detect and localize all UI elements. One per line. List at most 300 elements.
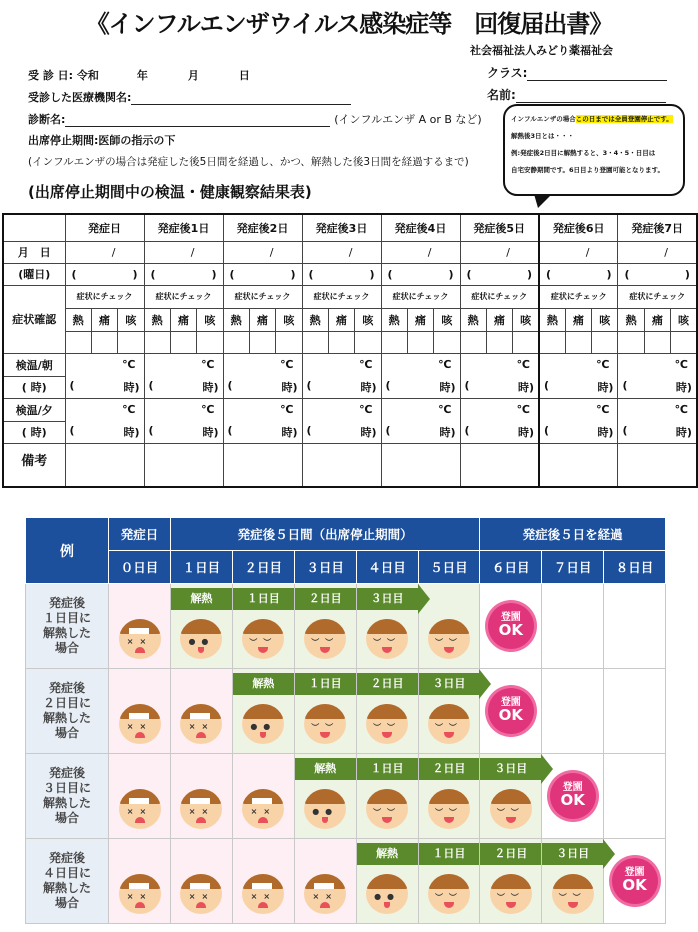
happy-face-icon <box>366 619 408 659</box>
day-cell <box>294 584 356 669</box>
mouth <box>322 817 328 823</box>
day-header: 発症後5日 <box>460 214 539 241</box>
headband <box>252 883 272 889</box>
weekday-input[interactable] <box>618 263 697 285</box>
symptom-checkbox[interactable] <box>276 331 302 353</box>
morning-hour-input[interactable] <box>65 376 144 398</box>
day-number-header: ４日目 <box>356 551 418 584</box>
hair <box>428 789 470 804</box>
row-label-line: 発症後 <box>48 596 85 610</box>
weekday-input[interactable] <box>65 263 144 285</box>
hair <box>490 789 532 804</box>
morning-hour-input[interactable] <box>539 376 618 398</box>
evening-temp-input[interactable]: ℃ <box>65 398 144 421</box>
eyes: ×× <box>188 807 215 816</box>
symptom-checkbox[interactable] <box>302 331 328 353</box>
symptom-header: 咳 <box>434 308 460 331</box>
bubble-highlight-text: この日までは全員登園停止です。 <box>575 115 673 123</box>
recovery-arrow-segment: １日目 <box>419 843 480 865</box>
remarks-input[interactable] <box>223 443 302 487</box>
paren-open: ( <box>148 378 154 392</box>
day-cell <box>604 754 666 839</box>
mouth <box>444 647 454 653</box>
symptom-checkbox[interactable] <box>434 331 460 353</box>
table-row <box>3 421 697 443</box>
recovery-arrow-segment: 解熱 <box>171 588 232 610</box>
date-label: 月 日 <box>3 241 65 263</box>
symptom-checkbox[interactable] <box>539 331 565 353</box>
weekday-input[interactable] <box>460 263 539 285</box>
attendance-ok-badge <box>612 858 658 904</box>
mouth <box>196 732 206 738</box>
check-instruction: 症状にチェック <box>539 285 618 308</box>
symptom-checkbox[interactable] <box>144 331 170 353</box>
symptom-checkbox[interactable] <box>170 331 196 353</box>
visit-date-row <box>28 67 250 83</box>
symptom-checkbox[interactable] <box>249 331 275 353</box>
day-header: 発症後1日 <box>144 214 223 241</box>
date-input[interactable]: / <box>460 241 539 263</box>
evening-hour-input[interactable] <box>302 421 381 443</box>
day-header: 発症後7日 <box>618 214 697 241</box>
sick-face-icon <box>180 704 222 744</box>
recovery-arrow-segment: ２日目 <box>295 588 356 610</box>
hour-close: 時) <box>517 425 534 439</box>
happy-face-icon <box>366 789 408 829</box>
weekday-input[interactable] <box>302 263 381 285</box>
hair <box>552 874 594 889</box>
morning-temp-input[interactable]: ℃ <box>539 353 618 376</box>
mouth <box>258 647 268 653</box>
remarks-input[interactable] <box>144 443 223 487</box>
date-input[interactable]: / <box>381 241 460 263</box>
morning-temp-input[interactable]: ℃ <box>460 353 539 376</box>
paren-open: ( <box>71 267 77 281</box>
morning-temp-input[interactable]: ℃ <box>381 353 460 376</box>
eyes: ×× <box>312 892 338 901</box>
row-label-line: １日目に <box>42 611 91 625</box>
name-label: 名前: <box>487 88 516 102</box>
paren-open: ( <box>543 378 550 392</box>
hour-close: 時) <box>517 380 534 394</box>
mouth <box>135 732 145 738</box>
paren-close: ) <box>448 267 454 281</box>
morning-hour-input[interactable] <box>460 376 539 398</box>
paren-open: ( <box>227 423 233 437</box>
recovery-arrow-segment: 解熱 <box>233 673 294 695</box>
class-input-line[interactable] <box>527 67 667 81</box>
hour-close: 時) <box>675 425 692 439</box>
weekday-input[interactable] <box>539 263 618 285</box>
example-schedule-table <box>25 517 666 924</box>
symptom-checkbox[interactable] <box>565 331 591 353</box>
symptom-header: 痛 <box>91 308 117 331</box>
headband <box>252 798 272 804</box>
clinic-input-line[interactable] <box>131 92 351 105</box>
headband <box>129 628 149 634</box>
recovery-arrow-segment: 解熱 <box>295 758 356 780</box>
diagnosis-field[interactable] <box>28 111 482 127</box>
day-number-header: ７日目 <box>542 551 604 584</box>
sick-face-icon <box>119 874 161 914</box>
attendance-ok-badge <box>550 773 596 819</box>
attendance-ok-badge <box>488 603 534 649</box>
recovery-arrow-segment: ２日目 <box>480 843 541 865</box>
paren-open: ( <box>308 267 314 281</box>
symptom-checkbox[interactable] <box>118 331 144 353</box>
recovery-arrow-segment: ２日目 <box>419 758 480 780</box>
paren-open: ( <box>69 378 75 392</box>
ok-badge-top: 登園 <box>500 612 521 623</box>
recovery-arrow-segment: 解熱 <box>357 843 418 865</box>
symptom-checkbox[interactable] <box>197 331 223 353</box>
mouth <box>320 647 330 653</box>
date-input[interactable]: / <box>302 241 381 263</box>
symptom-checkbox[interactable] <box>618 331 644 353</box>
day-cell <box>232 669 294 754</box>
sick-face-icon <box>242 789 284 829</box>
symptom-checkbox[interactable] <box>381 331 407 353</box>
day-header: 発症後3日 <box>302 214 381 241</box>
eyes: ︶︶ <box>434 893 463 902</box>
symptom-checkbox[interactable] <box>513 331 539 353</box>
symptom-header: 咳 <box>671 308 697 331</box>
symptom-checkbox[interactable] <box>65 331 91 353</box>
clinic-field[interactable] <box>28 89 351 105</box>
symptom-header: 痛 <box>249 308 275 331</box>
date-input[interactable]: / <box>618 241 697 263</box>
morning-temp-input[interactable]: ℃ <box>618 353 697 376</box>
example-corner-header: 例 <box>26 518 109 584</box>
symptom-checkbox[interactable] <box>407 331 433 353</box>
hour-close: 時) <box>202 380 219 394</box>
sick-face-icon <box>304 874 346 914</box>
remarks-label: 備考 <box>3 443 65 487</box>
day-cell <box>232 584 294 669</box>
eyes: ︶︶ <box>434 723 463 732</box>
neutral-face-icon <box>180 619 222 659</box>
hour-close: 時) <box>439 380 456 394</box>
ok-badge-bottom: OK <box>560 791 585 809</box>
day-cell <box>356 584 418 669</box>
morning-temp-input[interactable]: ℃ <box>302 353 381 376</box>
morning-hour-input[interactable] <box>302 376 381 398</box>
eyes: ︶︶ <box>311 723 340 732</box>
evening-hour-input[interactable] <box>460 421 539 443</box>
morning-temp-input[interactable]: ℃ <box>223 353 302 376</box>
symptom-header: 熱 <box>223 308 249 331</box>
day-cell <box>232 839 294 924</box>
recovery-arrow-segment: ２日目 <box>357 673 418 695</box>
row-label-line: 解熱した <box>42 626 91 640</box>
mouth <box>384 902 390 908</box>
day-cell <box>356 669 418 754</box>
bubble-text: インフルエンザの場合 <box>511 115 576 123</box>
hair <box>366 789 408 804</box>
eyes: ︶︶ <box>373 638 402 647</box>
hair <box>490 874 532 889</box>
symptom-header: 咳 <box>592 308 618 331</box>
headband <box>190 798 210 804</box>
visit-date-label: 受 診 日: <box>28 69 74 82</box>
row-label-line: 場合 <box>54 726 79 740</box>
document-title: 《インフルエンザウイルス感染症等 回復届出書》 <box>85 10 613 38</box>
paren-open: ( <box>464 378 470 392</box>
remarks-input[interactable] <box>381 443 460 487</box>
evening-temp-input[interactable]: ℃ <box>618 398 697 421</box>
day-cell <box>542 839 604 924</box>
eyes: ×× <box>250 807 277 816</box>
symptom-checkbox[interactable] <box>460 331 486 353</box>
day-cell <box>171 839 233 924</box>
name-input-line[interactable] <box>516 89 666 103</box>
day-number-header: ５日目 <box>418 551 480 584</box>
symptom-checkbox[interactable] <box>328 331 354 353</box>
symptom-header: 熱 <box>618 308 644 331</box>
day-cell <box>480 584 542 669</box>
eyes: ×× <box>188 892 215 901</box>
paren-open: ( <box>148 423 154 437</box>
evening-hour-input[interactable] <box>144 421 223 443</box>
day-cell <box>294 839 356 924</box>
day-number-header: １日目 <box>171 551 233 584</box>
example-row <box>26 669 666 754</box>
day-cell <box>356 839 418 924</box>
morning-hour-input[interactable] <box>381 376 460 398</box>
evening-hour-input[interactable] <box>539 421 618 443</box>
symptom-checkbox[interactable] <box>486 331 512 353</box>
evening-hour-input[interactable] <box>618 421 697 443</box>
hair <box>366 874 408 889</box>
day-cell <box>109 754 171 839</box>
diagnosis-label: 診断名: <box>28 113 66 126</box>
evening-temp-input[interactable]: ℃ <box>223 398 302 421</box>
table-row <box>3 398 697 421</box>
date-input[interactable]: / <box>65 241 144 263</box>
weekday-input[interactable] <box>144 263 223 285</box>
day-cell <box>604 584 666 669</box>
evening-temp-input[interactable]: ℃ <box>460 398 539 421</box>
row-label-line: 解熱した <box>42 881 91 895</box>
row-label-line: ３日目に <box>42 781 91 795</box>
sick-face-icon <box>119 619 161 659</box>
paren-open: ( <box>385 378 391 392</box>
class-field[interactable] <box>487 64 667 81</box>
row-label-line: 解熱した <box>42 796 91 810</box>
mouth <box>506 817 516 823</box>
date-input[interactable]: / <box>144 241 223 263</box>
morning-hour-input[interactable] <box>618 376 697 398</box>
weekday-input[interactable] <box>381 263 460 285</box>
symptom-checkbox[interactable] <box>671 331 697 353</box>
eyes: ●● <box>250 722 277 731</box>
table-row <box>3 241 697 263</box>
day-header: 発症後2日 <box>223 214 302 241</box>
evening-hour-input[interactable] <box>223 421 302 443</box>
happy-face-icon <box>428 789 470 829</box>
headband <box>190 713 210 719</box>
symptom-header: 熱 <box>381 308 407 331</box>
mouth <box>198 647 204 653</box>
symptom-checkbox[interactable] <box>644 331 670 353</box>
ok-badge-top: 登園 <box>624 867 645 878</box>
evening-hour-input[interactable] <box>381 421 460 443</box>
recovery-arrow-segment: ３日目 <box>542 843 603 865</box>
day-cell <box>171 584 233 669</box>
era-label: 令和 <box>76 69 99 82</box>
evening-hour-label: ( 時) <box>3 421 65 443</box>
recovery-arrow-segment: １日目 <box>233 588 294 610</box>
speech-bubble-tail <box>534 194 552 208</box>
section-title: (出席停止期間中の検温・健康観察結果表) <box>28 183 312 201</box>
row-label-line: 場合 <box>54 811 79 825</box>
symptom-checkbox[interactable] <box>223 331 249 353</box>
table-row <box>3 214 697 241</box>
day-header: 発症後4日 <box>381 214 460 241</box>
example-row-label <box>26 839 109 924</box>
neutral-face-icon <box>242 704 284 744</box>
headband <box>314 883 334 889</box>
remarks-input[interactable] <box>460 443 539 487</box>
hour-close: 時) <box>360 380 377 394</box>
date-input[interactable]: / <box>223 241 302 263</box>
paren-open: ( <box>622 378 628 392</box>
hair <box>304 704 346 719</box>
remarks-input[interactable] <box>65 443 144 487</box>
date-input[interactable]: / <box>539 241 618 263</box>
check-instruction: 症状にチェック <box>144 285 223 308</box>
mouth <box>196 902 206 908</box>
check-instruction: 症状にチェック <box>381 285 460 308</box>
row-label-line: 場合 <box>54 896 79 910</box>
ok-badge-bottom: OK <box>498 706 523 724</box>
recovery-arrow-segment: １日目 <box>357 758 418 780</box>
paren-close: ) <box>290 267 296 281</box>
eyes: ×× <box>250 892 277 901</box>
symptom-header: 痛 <box>407 308 433 331</box>
row-label-line: ２日目に <box>42 696 91 710</box>
day-cell <box>542 669 604 754</box>
evening-temp-input[interactable]: ℃ <box>381 398 460 421</box>
paren-open: ( <box>227 378 233 392</box>
day-number-header: ３日目 <box>294 551 356 584</box>
exclusion-period-header: 発症後５日間（出席停止期間） <box>171 518 480 551</box>
day-header-row <box>26 551 666 584</box>
happy-face-icon <box>242 619 284 659</box>
table-row <box>3 443 697 487</box>
evening-temp-input[interactable]: ℃ <box>302 398 381 421</box>
example-row-label <box>26 754 109 839</box>
hair <box>428 704 470 719</box>
mouth <box>135 817 145 823</box>
bubble-text: 解熱後3日とは・・・ <box>511 132 575 140</box>
symptom-label: 症状確認 <box>3 285 65 353</box>
day-label: 日 <box>238 69 250 82</box>
hair <box>366 619 408 634</box>
table-row <box>3 376 697 398</box>
morning-temp-input[interactable]: ℃ <box>65 353 144 376</box>
symptom-checkbox[interactable] <box>355 331 381 353</box>
eyes: ︶︶ <box>558 893 587 902</box>
morning-hour-label: ( 時) <box>3 376 65 398</box>
eyes: ︶︶ <box>249 638 278 647</box>
day-cell <box>294 669 356 754</box>
day-number-header: ８日目 <box>604 551 666 584</box>
morning-temp-input[interactable]: ℃ <box>144 353 223 376</box>
symptom-header: 痛 <box>170 308 196 331</box>
table-row <box>3 285 697 308</box>
eyes: ×× <box>188 722 215 731</box>
day-number-header: ０日目 <box>109 551 171 584</box>
check-instruction: 症状にチェック <box>302 285 381 308</box>
symptom-checkbox[interactable] <box>592 331 618 353</box>
name-field[interactable] <box>487 86 666 103</box>
paren-open: ( <box>387 267 393 281</box>
eyes: ︶︶ <box>373 808 402 817</box>
bubble-text: 自宅安静期間です。6日目より登園可能となります。 <box>511 166 664 174</box>
ok-badge-top: 登園 <box>500 697 521 708</box>
day-number-header: ６日目 <box>480 551 542 584</box>
evening-temp-input[interactable]: ℃ <box>539 398 618 421</box>
symptom-header: 熱 <box>65 308 91 331</box>
paren-open: ( <box>306 378 312 392</box>
remarks-input[interactable] <box>302 443 381 487</box>
mouth <box>320 732 330 738</box>
example-row <box>26 839 666 924</box>
diagnosis-input-line[interactable] <box>65 114 330 127</box>
symptom-header: 熱 <box>302 308 328 331</box>
paren-open: ( <box>466 267 472 281</box>
mouth <box>258 817 268 823</box>
happy-face-icon <box>304 704 346 744</box>
day-cell <box>418 754 480 839</box>
remarks-input[interactable] <box>539 443 618 487</box>
weekday-input[interactable] <box>223 263 302 285</box>
check-instruction: 症状にチェック <box>65 285 144 308</box>
row-label-line: 発症後 <box>48 766 85 780</box>
after-period-header: 発症後５日を経過 <box>480 518 666 551</box>
day-cell <box>418 839 480 924</box>
eyes: ×× <box>126 807 153 816</box>
symptom-header: 熱 <box>144 308 170 331</box>
hair <box>304 789 346 804</box>
paren-close: ) <box>526 267 532 281</box>
period-note: (インフルエンザの場合は発症した後5日間を経過し、かつ、解熱した後3日間を経過するまで) <box>28 156 469 168</box>
day-header: 発症日 <box>65 214 144 241</box>
paren-open: ( <box>543 423 550 437</box>
sick-face-icon <box>180 789 222 829</box>
evening-temp-input[interactable]: ℃ <box>144 398 223 421</box>
sick-face-icon <box>180 874 222 914</box>
headband <box>129 713 149 719</box>
symptom-header: 咳 <box>355 308 381 331</box>
headband <box>190 883 210 889</box>
eyes: ︶︶ <box>434 638 463 647</box>
symptom-header: 咳 <box>513 308 539 331</box>
evening-hour-input[interactable] <box>65 421 144 443</box>
day-cell <box>171 754 233 839</box>
morning-temp-label: 検温/朝 <box>3 353 65 376</box>
example-row-label <box>26 669 109 754</box>
hair <box>242 619 284 634</box>
remarks-input[interactable] <box>618 443 697 487</box>
paren-close: ) <box>606 267 612 281</box>
morning-hour-input[interactable] <box>144 376 223 398</box>
symptom-checkbox[interactable] <box>91 331 117 353</box>
symptom-header: 咳 <box>118 308 144 331</box>
morning-hour-input[interactable] <box>223 376 302 398</box>
example-row <box>26 584 666 669</box>
